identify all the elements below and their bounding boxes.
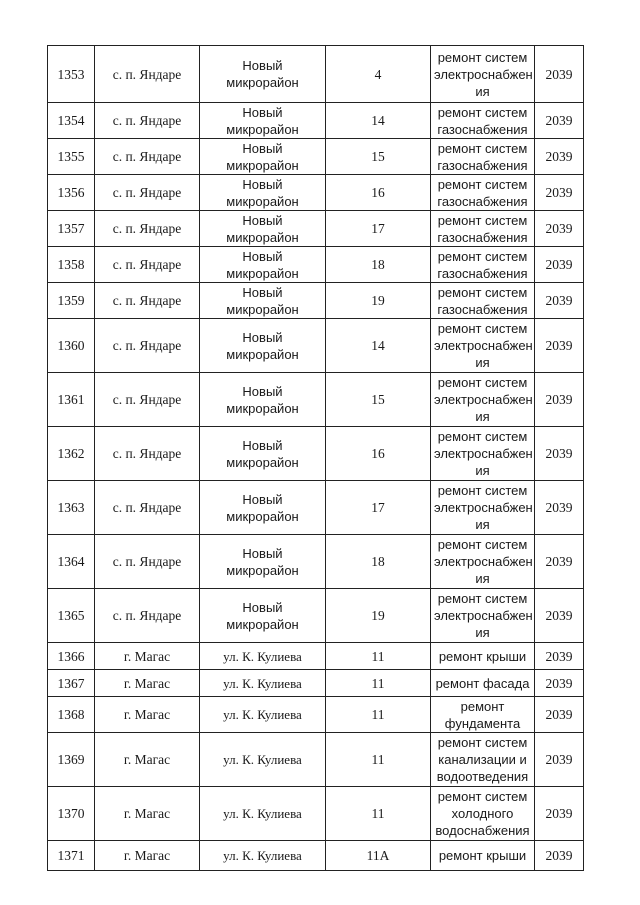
house-number-cell: 18 <box>326 247 431 283</box>
row-number-cell: 1366 <box>48 643 95 670</box>
work-type-line: ия <box>475 517 490 532</box>
table-body <box>48 46 584 871</box>
work-type-line: электроснабжен <box>434 446 533 461</box>
work-type-line: ремонт систем <box>437 375 528 390</box>
house-number-cell: 11 <box>326 643 431 670</box>
street-line: ул. К. Кулиева <box>223 806 302 821</box>
table-row <box>48 46 584 103</box>
street-cell <box>200 733 326 787</box>
house-number-cell: 15 <box>326 139 431 175</box>
year-cell: 2039 <box>535 175 584 211</box>
work-type-cell <box>431 481 535 535</box>
street-cell <box>200 103 326 139</box>
row-number-cell: 1363 <box>48 481 95 535</box>
work-type-line: ия <box>475 355 490 370</box>
house-number-cell: 17 <box>326 211 431 247</box>
settlement-cell: с. п. Яндаре <box>95 319 200 373</box>
work-type-line: электроснабжен <box>434 66 533 82</box>
street-line: микрорайон <box>226 301 299 317</box>
settlement-cell: г. Магас <box>95 670 200 697</box>
work-type-line: газоснабжения <box>437 193 528 209</box>
street-line: ул. К. Кулиева <box>223 848 302 863</box>
street-line: микрорайон <box>226 454 299 470</box>
row-number-cell: 1370 <box>48 787 95 841</box>
row-number-cell: 1359 <box>48 283 95 319</box>
street-line: микрорайон <box>226 193 299 209</box>
street-line: Новый <box>242 212 283 228</box>
year-cell: 2039 <box>535 670 584 697</box>
table-row <box>48 373 584 427</box>
street-line: микрорайон <box>226 346 299 362</box>
work-type-cell <box>431 139 535 175</box>
work-type-line: ия <box>475 463 490 478</box>
row-number-cell: 1354 <box>48 103 95 139</box>
work-type-line: ремонт систем <box>437 248 528 264</box>
street-line: Новый <box>242 599 283 615</box>
work-type-cell <box>431 319 535 373</box>
street-line: Новый <box>242 329 283 345</box>
settlement-cell: г. Магас <box>95 733 200 787</box>
street-cell <box>200 46 326 103</box>
street-line: микрорайон <box>226 562 299 578</box>
work-type-line: ремонт систем <box>437 321 528 336</box>
work-type-line: электроснабжен <box>434 392 533 407</box>
year-cell: 2039 <box>535 247 584 283</box>
work-type-line: холодного <box>451 806 514 821</box>
work-type-line: ремонт систем <box>437 176 528 192</box>
street-line: микрорайон <box>226 229 299 245</box>
table-row <box>48 787 584 841</box>
house-number-cell: 11 <box>326 733 431 787</box>
work-type-line: газоснабжения <box>437 229 528 245</box>
row-number-cell: 1355 <box>48 139 95 175</box>
row-number-cell: 1356 <box>48 175 95 211</box>
table-row <box>48 319 584 373</box>
row-number-cell: 1371 <box>48 841 95 871</box>
settlement-cell: с. п. Яндаре <box>95 139 200 175</box>
work-type-cell <box>431 643 535 670</box>
work-type-line: газоснабжения <box>437 157 528 173</box>
work-type-line: ремонт систем <box>437 735 528 750</box>
row-number-cell: 1368 <box>48 697 95 733</box>
street-line: микрорайон <box>226 508 299 524</box>
year-cell: 2039 <box>535 211 584 247</box>
settlement-cell: с. п. Яндаре <box>95 211 200 247</box>
work-type-cell <box>431 283 535 319</box>
work-type-cell <box>431 247 535 283</box>
year-cell: 2039 <box>535 283 584 319</box>
year-cell: 2039 <box>535 841 584 871</box>
row-number-cell: 1358 <box>48 247 95 283</box>
year-cell: 2039 <box>535 589 584 643</box>
street-line: микрорайон <box>226 400 299 416</box>
work-type-line: электроснабжен <box>434 608 533 623</box>
table-row <box>48 139 584 175</box>
work-type-line: электроснабжен <box>434 338 533 353</box>
settlement-cell: с. п. Яндаре <box>95 481 200 535</box>
year-cell: 2039 <box>535 139 584 175</box>
work-type-line: ремонт систем <box>437 537 528 552</box>
year-cell: 2039 <box>535 373 584 427</box>
street-line: Новый <box>242 383 283 399</box>
street-cell <box>200 589 326 643</box>
street-line: Новый <box>242 248 283 264</box>
table-row <box>48 670 584 697</box>
work-type-cell <box>431 373 535 427</box>
street-line: Новый <box>242 140 283 156</box>
house-number-cell: 11 <box>326 670 431 697</box>
settlement-cell: с. п. Яндаре <box>95 589 200 643</box>
street-line: Новый <box>242 284 283 300</box>
work-type-cell <box>431 103 535 139</box>
work-type-line: ия <box>475 409 490 424</box>
work-type-line: ремонт систем <box>437 789 528 804</box>
work-type-line: ия <box>475 625 490 640</box>
work-type-line: ремонт систем <box>437 104 528 120</box>
work-type-line: ремонт систем <box>437 483 528 498</box>
house-number-cell: 17 <box>326 481 431 535</box>
work-type-cell <box>431 733 535 787</box>
table-row <box>48 481 584 535</box>
table-row <box>48 427 584 481</box>
street-cell <box>200 247 326 283</box>
settlement-cell: г. Магас <box>95 787 200 841</box>
row-number-cell: 1362 <box>48 427 95 481</box>
work-type-line: ия <box>475 83 490 99</box>
work-type-line: ремонт систем <box>437 49 528 65</box>
year-cell: 2039 <box>535 643 584 670</box>
work-type-cell <box>431 670 535 697</box>
street-line: микрорайон <box>226 616 299 632</box>
house-number-cell: 19 <box>326 283 431 319</box>
settlement-cell: с. п. Яндаре <box>95 535 200 589</box>
work-type-line: газоснабжения <box>437 121 528 137</box>
work-type-cell <box>431 535 535 589</box>
row-number-cell: 1369 <box>48 733 95 787</box>
year-cell: 2039 <box>535 697 584 733</box>
street-cell <box>200 481 326 535</box>
street-line: ул. К. Кулиева <box>223 707 302 722</box>
house-number-cell: 11 <box>326 787 431 841</box>
row-number-cell: 1361 <box>48 373 95 427</box>
row-number-cell: 1360 <box>48 319 95 373</box>
table-row <box>48 535 584 589</box>
settlement-cell: с. п. Яндаре <box>95 427 200 481</box>
work-type-line: фундамента <box>444 715 521 731</box>
street-line: ул. К. Кулиева <box>223 648 302 664</box>
work-type-line: ремонт систем <box>437 212 528 228</box>
street-line: микрорайон <box>226 265 299 281</box>
repair-schedule-table <box>47 45 584 871</box>
settlement-cell: с. п. Яндаре <box>95 46 200 103</box>
table-row <box>48 841 584 871</box>
work-type-cell <box>431 46 535 103</box>
street-line: Новый <box>242 176 283 192</box>
street-cell <box>200 670 326 697</box>
work-type-line: ремонт <box>460 698 505 714</box>
street-line: Новый <box>242 437 283 453</box>
table-row <box>48 283 584 319</box>
year-cell: 2039 <box>535 535 584 589</box>
work-type-line: ремонт систем <box>437 429 528 444</box>
house-number-cell: 14 <box>326 319 431 373</box>
work-type-cell <box>431 175 535 211</box>
work-type-cell <box>431 787 535 841</box>
house-number-cell: 11А <box>326 841 431 871</box>
year-cell: 2039 <box>535 787 584 841</box>
work-type-line: ремонт фасада <box>435 675 530 691</box>
house-number-cell: 18 <box>326 535 431 589</box>
house-number-cell: 16 <box>326 175 431 211</box>
street-line: микрорайон <box>226 157 299 173</box>
table-row <box>48 175 584 211</box>
work-type-cell <box>431 841 535 871</box>
settlement-cell: с. п. Яндаре <box>95 103 200 139</box>
year-cell: 2039 <box>535 733 584 787</box>
street-cell <box>200 643 326 670</box>
street-line: микрорайон <box>226 75 299 90</box>
settlement-cell: г. Магас <box>95 643 200 670</box>
work-type-cell <box>431 211 535 247</box>
year-cell: 2039 <box>535 319 584 373</box>
year-cell: 2039 <box>535 46 584 103</box>
work-type-line: электроснабжен <box>434 554 533 569</box>
work-type-line: газоснабжения <box>437 301 528 317</box>
street-cell <box>200 841 326 871</box>
work-type-line: ремонт крыши <box>438 648 527 664</box>
settlement-cell: с. п. Яндаре <box>95 175 200 211</box>
year-cell: 2039 <box>535 103 584 139</box>
work-type-line: ремонт систем <box>437 140 528 156</box>
street-cell <box>200 787 326 841</box>
street-line: Новый <box>242 545 283 561</box>
work-type-line: ия <box>475 571 490 586</box>
street-line: Новый <box>242 104 283 120</box>
settlement-cell: г. Магас <box>95 697 200 733</box>
table-row <box>48 733 584 787</box>
work-type-cell <box>431 697 535 733</box>
settlement-cell: с. п. Яндаре <box>95 283 200 319</box>
house-number-cell: 11 <box>326 697 431 733</box>
street-cell <box>200 373 326 427</box>
work-type-cell <box>431 427 535 481</box>
work-type-line: ремонт систем <box>437 591 528 606</box>
street-cell <box>200 319 326 373</box>
settlement-cell: с. п. Яндаре <box>95 373 200 427</box>
year-cell: 2039 <box>535 427 584 481</box>
street-line: микрорайон <box>226 121 299 137</box>
row-number-cell: 1353 <box>48 46 95 103</box>
work-type-line: водоотведения <box>436 769 529 784</box>
table-row <box>48 643 584 670</box>
street-line: Новый <box>242 491 283 507</box>
settlement-cell: г. Магас <box>95 841 200 871</box>
street-cell <box>200 139 326 175</box>
row-number-cell: 1365 <box>48 589 95 643</box>
house-number-cell: 16 <box>326 427 431 481</box>
street-cell <box>200 283 326 319</box>
street-line: ул. К. Кулиева <box>223 752 302 767</box>
street-cell <box>200 175 326 211</box>
house-number-cell: 14 <box>326 103 431 139</box>
street-cell <box>200 427 326 481</box>
street-cell <box>200 535 326 589</box>
work-type-line: водоснабжения <box>435 823 530 838</box>
house-number-cell: 15 <box>326 373 431 427</box>
table-row <box>48 103 584 139</box>
work-type-line: ремонт систем <box>437 284 528 300</box>
table-row <box>48 211 584 247</box>
table-row <box>48 589 584 643</box>
street-line: Новый <box>242 58 283 73</box>
settlement-cell: с. п. Яндаре <box>95 247 200 283</box>
year-cell: 2039 <box>535 481 584 535</box>
work-type-line: газоснабжения <box>437 265 528 281</box>
work-type-line: канализации и <box>438 752 527 767</box>
street-line: ул. К. Кулиева <box>223 675 302 691</box>
row-number-cell: 1364 <box>48 535 95 589</box>
house-number-cell: 4 <box>326 46 431 103</box>
table-row <box>48 247 584 283</box>
work-type-line: электроснабжен <box>434 500 533 515</box>
house-number-cell: 19 <box>326 589 431 643</box>
table-row <box>48 697 584 733</box>
street-cell <box>200 211 326 247</box>
street-cell <box>200 697 326 733</box>
row-number-cell: 1357 <box>48 211 95 247</box>
work-type-cell <box>431 589 535 643</box>
work-type-line: ремонт крыши <box>438 848 527 863</box>
row-number-cell: 1367 <box>48 670 95 697</box>
